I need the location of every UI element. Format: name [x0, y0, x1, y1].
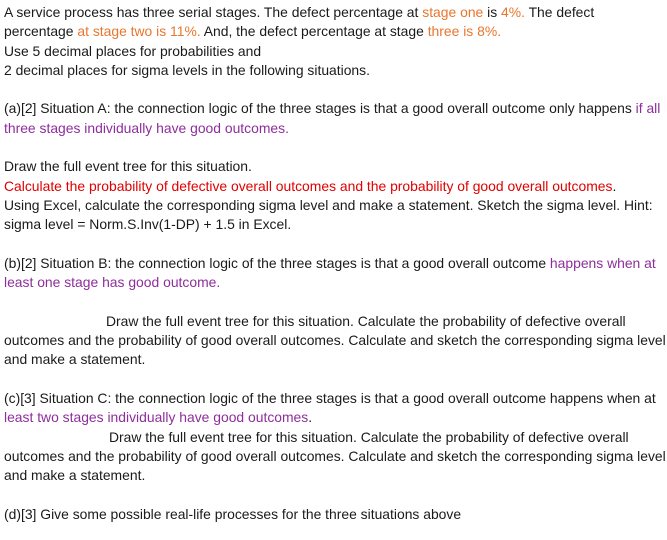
intro-paragraph — [4, 3, 666, 42]
situation-a-calc — [4, 177, 666, 196]
stage-two-highlight: at stage two is 11%. — [77, 23, 201, 40]
situation-a-calc-period: . — [612, 177, 617, 194]
decimal-instruction-2: 2 decimal places for sigma levels in the following situations. — [4, 61, 370, 78]
situation-a-draw: Draw the full event tree for this situation. — [4, 158, 252, 175]
situation-a-question — [4, 99, 666, 138]
situation-b-logic: happens when at least one stage has good outcome. — [4, 254, 656, 291]
situation-c-period: . — [308, 409, 313, 426]
situation-b-text: (b)[2] Situation B: the connection logic of the three stages is that a good overall outcome — [4, 254, 550, 271]
situation-c-body-rest: outcomes and the probability of good overall outcomes. Calculate and sketch the corresponding sigma level and make a statement. — [4, 447, 666, 484]
stage-one-percent: 4%. — [501, 4, 525, 20]
situation-c-body-first: Draw the full event tree for this situation. Calculate the probability of defective overall — [109, 428, 629, 445]
situation-c-body — [4, 428, 666, 486]
situation-a-text: (a)[2] Situation A: the connection logic of the three stages is that a good overall outcome only happens — [4, 100, 636, 117]
stage-one-highlight: stage one — [422, 4, 484, 20]
situation-b-body-first: Draw the full event tree for this situation. Calculate the probability of defective overall — [106, 312, 626, 329]
situation-a-logic: if all three stages individually have good outcomes. — [4, 100, 661, 136]
stage-three-highlight: three is 8%. — [427, 23, 502, 40]
situation-a-calc-highlight: Calculate the probability of defective overall outcomes and the probability of good overall outcomes — [4, 177, 613, 194]
situation-a-excel: Using Excel, calculate the corresponding sigma level and make a statement. Sketch the sigma level. Hint: sigma level = Norm.S.Inv(1-DP) + 1.5 in Excel. — [4, 196, 653, 233]
intro-text-2: is — [483, 4, 502, 20]
situation-b-body — [4, 312, 666, 370]
intro-text-3: The defect percentage — [4, 4, 595, 40]
question-d: (d)[3] Give some possible real-life processes for the three situations above — [4, 505, 462, 522]
situation-b-body-rest: outcomes and the probability of good overall outcomes. Calculate and sketch the corresponding sigma level and make a statement. — [4, 332, 666, 368]
situation-c-question — [4, 389, 666, 428]
situation-b-question — [4, 254, 666, 293]
intro-text-4: And, the defect percentage at stage — [200, 23, 428, 40]
intro-text-1: A service process has three serial stages. The defect percentage at — [4, 4, 423, 20]
decimal-instruction-1: Use 5 decimal places for probabilities and — [4, 42, 262, 59]
situation-c-logic: least two stages individually have good outcomes — [4, 409, 309, 426]
situation-c-text: (c)[3] Situation C: the connection logic of the three stages is that a good overall outcome happens when at — [4, 389, 656, 406]
